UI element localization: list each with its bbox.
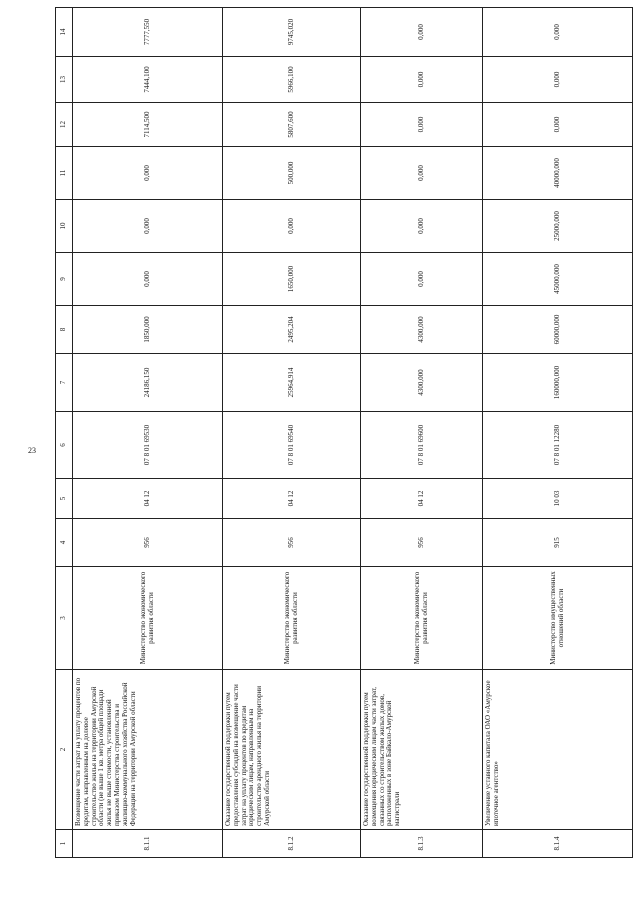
table-row [73,8,223,858]
header-cell: 7 [56,354,73,412]
row-id: 8.1.2 [223,830,361,858]
page-number: 23 [28,446,36,455]
table-row [361,8,483,858]
row-cell: 07 8 01 69600 [361,412,483,479]
row-owner: Министерство экономического развития области [223,567,361,670]
row-description: Увеличение уставного капитала ОАО «Амурское ипотечное агентство» [483,670,633,830]
row-cell: 07 8 01 69530 [73,412,223,479]
header-cell: 3 [56,567,73,670]
row-cell: 4300,000 [361,306,483,354]
row-cell: 0,000 [73,253,223,306]
row-owner: Министерство экономического развития области [361,567,483,670]
header-cell: 13 [56,57,73,103]
row-cell: 60000,000 [483,306,633,354]
row-cell: 07 8 01 69540 [223,412,361,479]
row-cell: 10 03 [483,479,633,519]
row-cell: 40000,000 [483,147,633,200]
row-cell: 1650,000 [223,253,361,306]
row-id: 8.1.4 [483,830,633,858]
row-cell: 25964,914 [223,354,361,412]
table-row [483,8,633,858]
row-cell: 0,000 [73,200,223,253]
header-cell: 10 [56,200,73,253]
row-cell: 7444,100 [73,57,223,103]
row-description: Оказание государственной поддержки путем возмещения юридическим лицам части затрат, связанных со строительством жилых домов, расположенных в зоне Байкало-Амурской магистрали [361,670,483,830]
row-description: Оказание государственной поддержки путем предоставления субсидий на возмещение части затрат на уплату процентов по кредитам юридическим лицам, направленным на строительство арендного жилья на территории Амурской области [223,670,361,830]
row-cell: 25000,000 [483,200,633,253]
row-cell: 0,000 [361,147,483,200]
row-cell: 7777,550 [73,8,223,57]
header-cell: 5 [56,479,73,519]
row-cell: 7114,500 [73,103,223,147]
row-cell: 07 8 01 12280 [483,412,633,479]
row-cell: 0,000 [361,200,483,253]
row-cell: 04 12 [73,479,223,519]
row-cell: 160000,000 [483,354,633,412]
row-cell: 04 12 [223,479,361,519]
row-owner: Министерство экономического развития области [73,567,223,670]
header-cell: 2 [56,670,73,830]
row-cell: 04 12 [361,479,483,519]
row-id: 8.1.3 [361,830,483,858]
row-cell: 915 [483,519,633,567]
row-cell: 5807,600 [223,103,361,147]
budget-table [55,7,633,858]
row-cell: 0,000 [361,103,483,147]
row-cell: 2495,204 [223,306,361,354]
row-cell: 1850,000 [73,306,223,354]
header-cell: 1 [56,830,73,858]
row-cell: 0,000 [361,8,483,57]
header-cell: 8 [56,306,73,354]
row-cell: 956 [223,519,361,567]
row-cell: 9745,020 [223,8,361,57]
row-cell: 0,000 [483,8,633,57]
row-cell: 5966,100 [223,57,361,103]
row-cell: 956 [73,519,223,567]
header-cell: 12 [56,103,73,147]
header-row [56,8,73,858]
row-cell: 0,000 [483,57,633,103]
row-cell: 4300,000 [361,354,483,412]
row-cell: 956 [361,519,483,567]
row-owner: Министерство имущественных отношений области [483,567,633,670]
row-cell: 500,000 [223,147,361,200]
header-cell: 4 [56,519,73,567]
row-cell: 0,000 [361,253,483,306]
rotated-table [55,18,633,858]
row-cell: 0,000 [361,57,483,103]
header-cell: 9 [56,253,73,306]
row-cell: 45000,000 [483,253,633,306]
row-id: 8.1.1 [73,830,223,858]
header-cell: 14 [56,8,73,57]
row-cell: 24186,150 [73,354,223,412]
table-row [223,8,361,858]
row-description: Возмещение части затрат на уплату процентов по кредитам, направленным на долевое строительство жилья на территории Амурской области (не выше 1 кв. метра общей площади жилья не выше стоимости, установленной приказом Министерства строительства и жилищно-коммунального хозяйства Российской Федерации на территории Амурской области [73,670,223,830]
header-cell: 6 [56,412,73,479]
row-cell: 0,000 [73,147,223,200]
row-cell: 0,000 [483,103,633,147]
row-cell: 0,000 [223,200,361,253]
header-cell: 11 [56,147,73,200]
